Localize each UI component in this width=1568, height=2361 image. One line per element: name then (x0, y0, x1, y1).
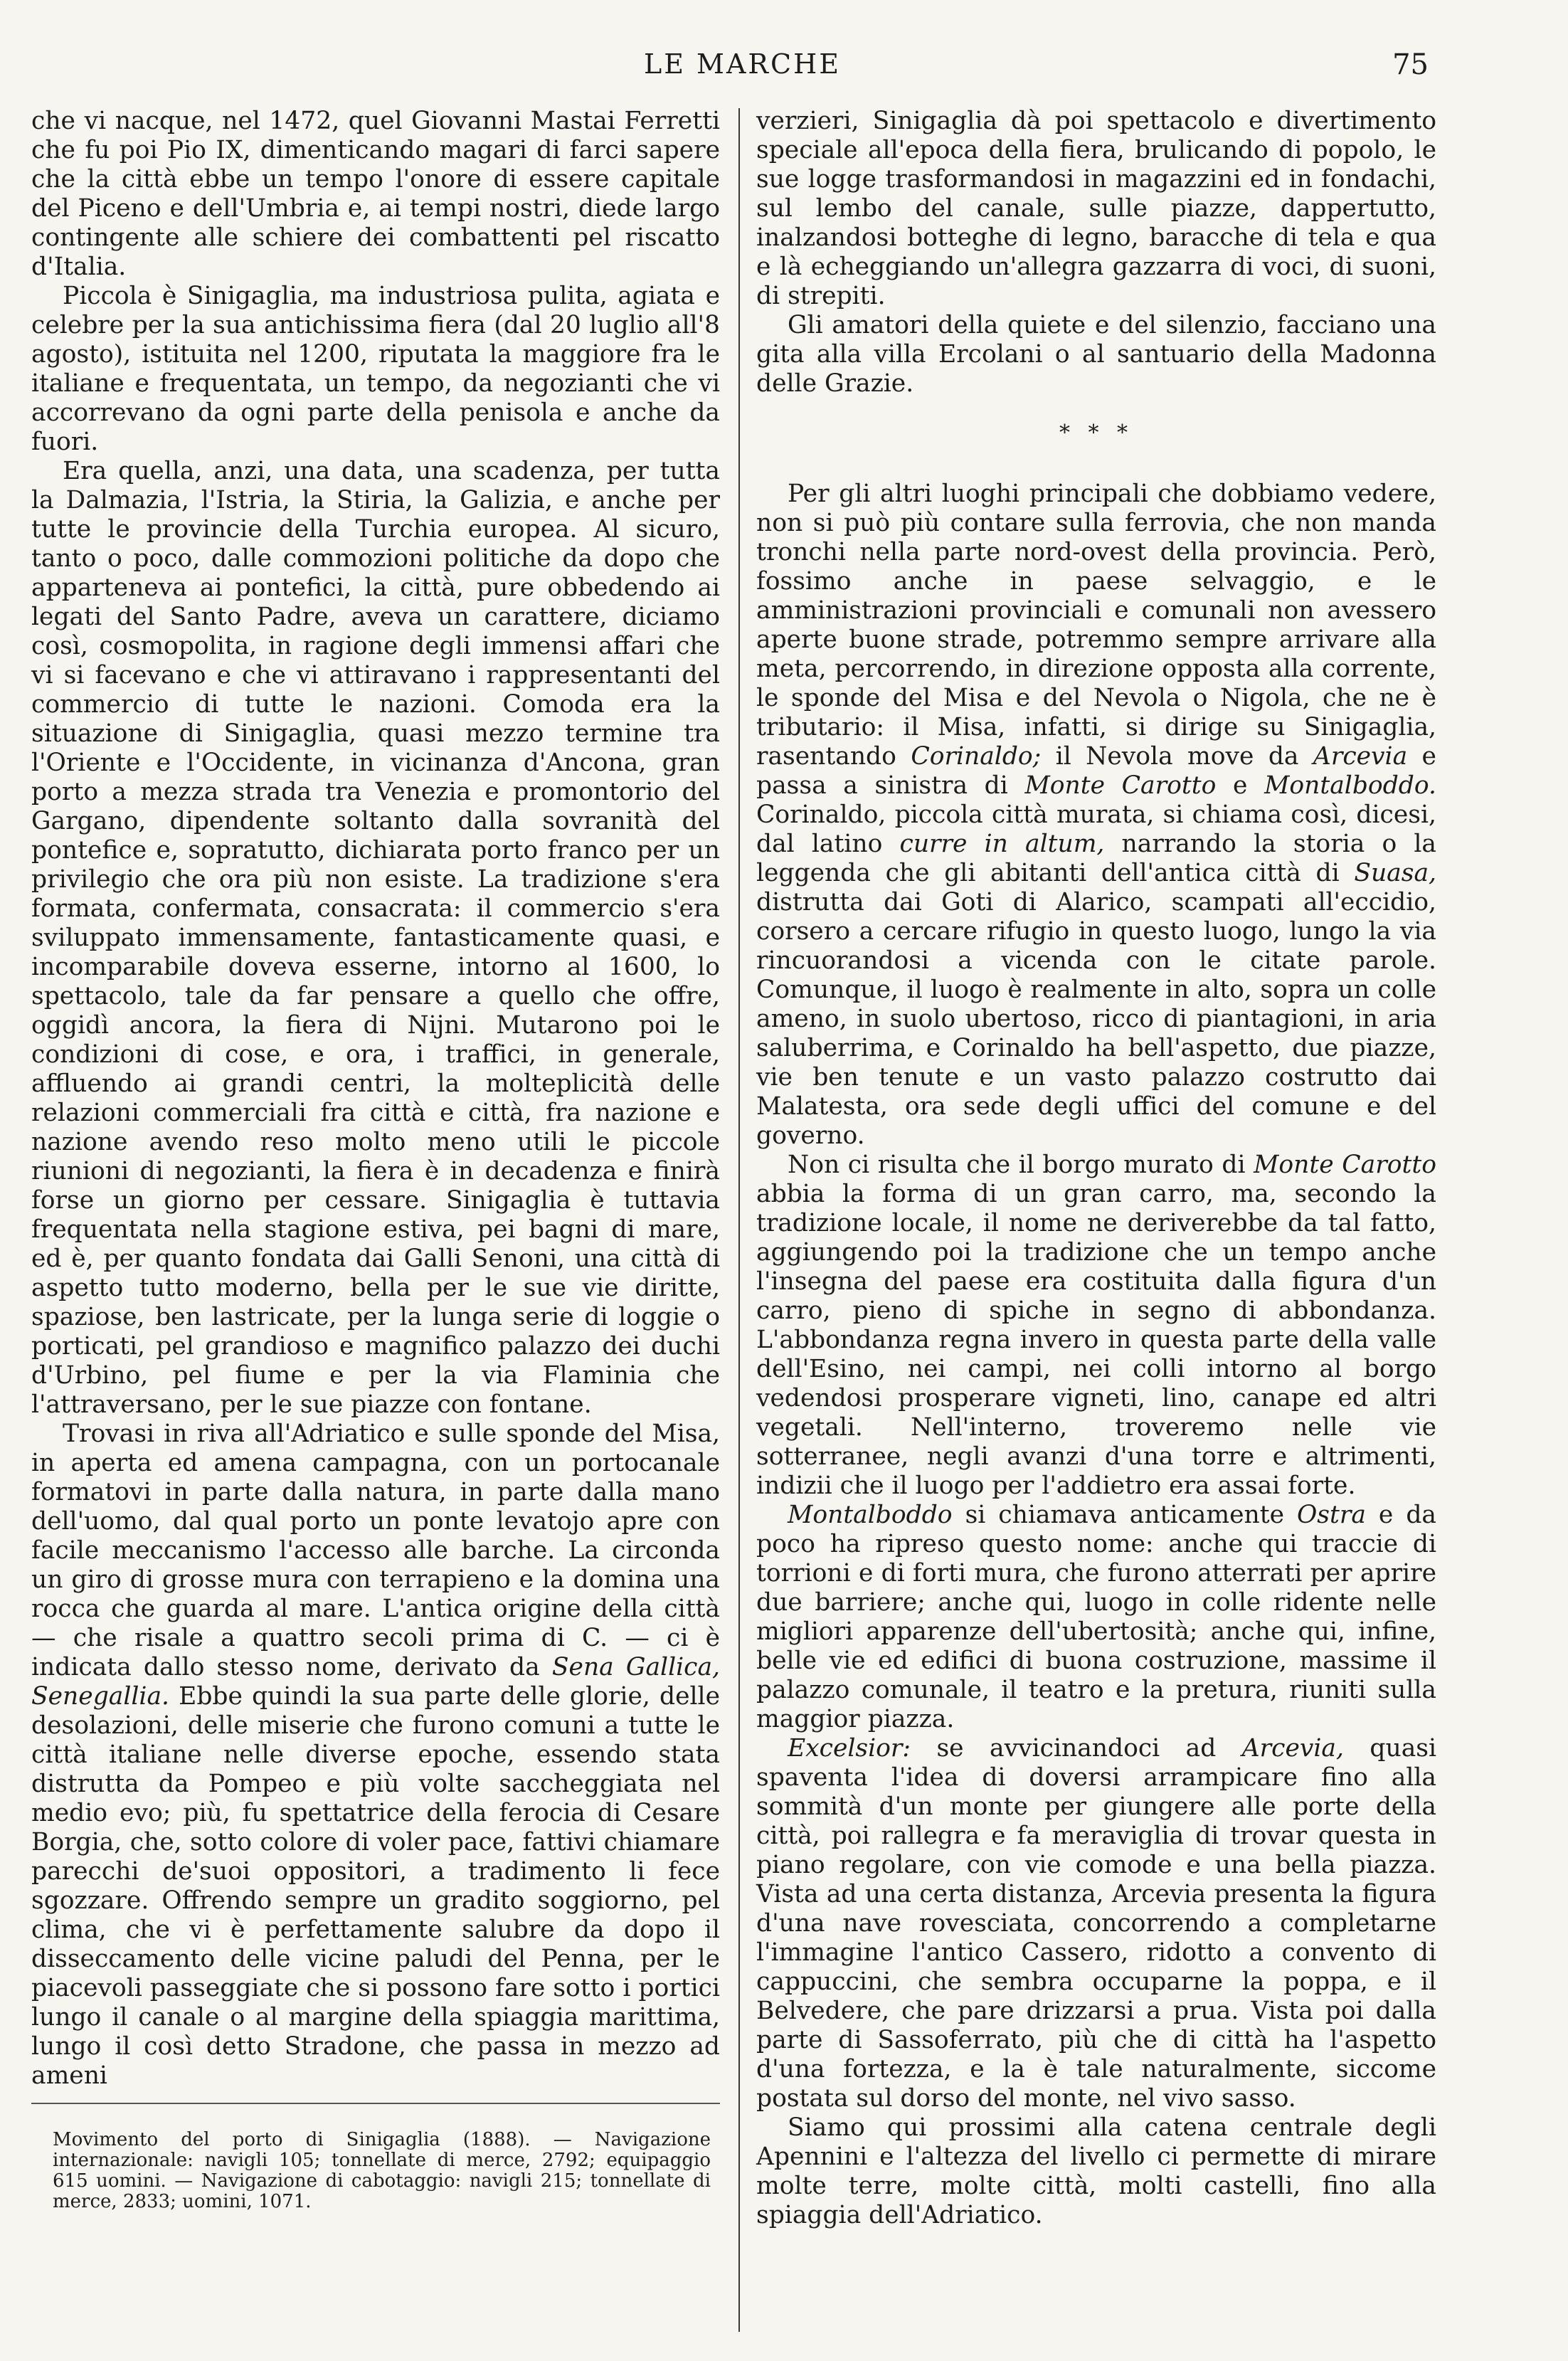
paragraph-text: Non ci risulta che il borgo murato di (788, 1151, 1254, 1179)
paragraph: Gli amatori della quiete e del silenzio, facciano una gita alla villa Ercolani o al santuario della Madonna delle Grazie. (756, 311, 1436, 398)
footnote-rule (31, 2103, 720, 2104)
paragraph (756, 1734, 1436, 2113)
paragraph: Piccola è Sinigaglia, ma industriosa pulita, agiata e celebre per la sua antichissima fiera (dal 20 luglio all'8 agosto), istituita nel 1200, riputata la maggiore fra le italiane e frequentata, un tempo, da negozianti che vi accorrevano da ogni parte della penisola e anche da fuori. (31, 282, 720, 456)
paragraph-text: e passa a sinistra di (756, 742, 1436, 800)
paragraph-text: Per gli altri luoghi principali che dobbiamo vedere, non si può più contare sulla ferrovia, che non manda tronchi nella parte nord-ovest della provincia. Però, fossimo anche in paese selvaggio, e le amministrazioni provinciali e comunali non avessero aperte buone strade, potremmo sempre arrivare alla meta, percorrendo, in direzione opposta alla corrente, le sponde del Misa e del Nevola o Nigola, che ne è tributario: il Misa, infatti, si dirige su Sinigaglia, rasentando (756, 480, 1436, 771)
italic-term: curre in altum, (899, 830, 1105, 858)
paragraph: verzieri, Sinigaglia dà poi spettacolo e divertimento speciale all'epoca della fiera, brulicando di popolo, le sue logge trasformandosi in magazzini ed in fondachi, sul lembo del canale, sulle piazze, dappertutto, inalzandosi botteghe di legno, baracche di tela e qua e là echeggiando un'allegra gazzarra di voci, di suoni, di strepiti. (756, 107, 1436, 310)
paragraph-text: Ebbe quindi la sua parte delle glorie, delle desolazioni, delle miserie che furono comuni a tutte le città italiane nelle diverse epoche, essendo stata distrutta da Pompeo e più volte saccheggiata nel medio evo; più, fu spettatrice della ferocia di Cesare Borgia, che, sotto colore di voler pace, fattivi chiamare parecchi de'suoi oppositori, a tradimento li fece sgozzare. Offrendo sempre un gradito soggiorno, pel clima, che vi è perfettamente salubre da dopo il disseccamento delle vicine paludi del Penna, per le piacevoli passeggiate che si possono fare sotto i portici lungo il canale o al margine della spiaggia marittima, lungo il così detto Stradone, che passa in mezzo ad ameni (31, 1682, 720, 2090)
footnote: Movimento del porto di Sinigaglia (1888). — Navigazione internazionale: navigli 105; tonnellate di merce, 2792; equipaggio 615 uomini. — Navigazione di cabotaggio: navigli 215; tonnellate di merce, 2833; uomini, 1071. (53, 2129, 711, 2212)
paragraph: Era quella, anzi, una data, una scadenza, per tutta la Dalmazia, l'Istria, la Stiria, la Galizia, e anche per tutte le provincie della Turchia europea. Al sicuro, tanto o poco, dalle commozioni politiche da dopo che apparteneva ai pontefici, la città, pure obbedendo ai legati del Santo Padre, aveva un carattere, diciamo così, cosmopolita, in ragione degli immensi affari che vi si facevano e che vi attiravano i rappresentanti del commercio di tutte le nazioni. Comoda era la situazione di Sinigaglia, quasi mezzo termine tra l'Oriente e l'Occidente, in vicinanza d'Ancona, gran porto a mezza strada tra Venezia e promontorio del Gargano, dipendente soltanto dalla sovranità del pontefice e, sopratutto, dichiarata porto franco per un privilegio che ora più non esiste. La tradizione s'era formata, confermata, consacrata: il commercio s'era sviluppato immensamente, fantasticamente quasi, e incomparabile doveva esserne, intorno al 1600, lo spettacolo, tale da far pensare a quello che offre, oggidì ancora, la fiera di Nijni. Mutarono poi le condizioni di cose, e ora, i traffici, in generale, affluendo ai grandi centri, la molteplicità delle relazioni commerciali fra città e città, fra nazione e nazione avendo reso molto meno utili le piccole riunioni di negozianti, la fiera è in decadenza e finirà forse un giorno per cessare. Sinigaglia è tuttavia frequentata nella stagione estiva, pei bagni di mare, ed è, per quanto fondata dai Galli Senoni, una città di aspetto tutto moderno, bella per le sue vie diritte, spaziose, ben lastricate, per la lunga serie di loggie o porticati, pel grandioso e magnifico palazzo dei duchi d'Urbino, pel fiume e per la via Flaminia che l'attraversano, per le sue piazze con fontane. (31, 457, 720, 1419)
paragraph (756, 1151, 1436, 1501)
italic-term: Arcevia, (1241, 1734, 1344, 1763)
paragraph-text: narrando la storia o la leggenda che gli abitanti dell'antica città di (756, 830, 1436, 887)
right-column (756, 107, 1436, 2230)
italic-term: Sena Gallica, Senegallia. (31, 1653, 720, 1711)
paragraph (31, 1420, 720, 2091)
section-separator: * * * (1059, 421, 1134, 445)
paragraph-text: si chiamava anticamente (952, 1501, 1297, 1529)
paragraph: Siamo qui prossimi alla catena centrale degli Apennini e l'altezza del livello ci permette di mirare molte terre, molte città, molti castelli, fino alla spiaggia dell'Adriatico. (756, 2113, 1436, 2229)
paragraph-text: il Nevola move da (1041, 742, 1313, 771)
paragraph: che vi nacque, nel 1472, quel Giovanni Mastai Ferretti che fu poi Pio IX, dimenticando magari di farci sapere che la città ebbe un tempo l'onore di essere capitale del Piceno e dell'Umbria e, ai tempi nostri, diede largo contingente alle schiere dei combattenti pel riscatto d'Italia. (31, 107, 720, 281)
column-divider (738, 108, 740, 2332)
page-header (0, 48, 1568, 91)
italic-term: Ostra (1297, 1501, 1366, 1529)
paragraph-text: quasi spaventa l'idea di doversi arrampicare fino alla sommità d'un monte per giungere alle porte della città, poi rallegra e fa meraviglia di trovar questa in piano regolare, con vie comode e una bella piazza. Vista ad una certa distanza, Arcevia presenta la figura d'una nave rovesciata, concorrendo a completarne l'immagine l'antico Cassero, ridotto a convento di cappuccini, che sembra occuparne la poppa, e il Belvedere, che pare drizzarsi a prua. Vista poi dalla parte di Sassoferrato, più che di città ha l'aspetto d'una fortezza, e la è tale naturalmente, siccome postata sul dorso del monte, nel vivo sasso. (756, 1734, 1436, 2113)
italic-term: Montalboddo (788, 1501, 953, 1529)
paragraph-text: Trovasi in riva all'Adriatico e sulle sponde del Misa, in aperta ed amena campagna, con un portocanale formatovi in parte dalla natura, in parte dalla mano dell'uomo, dal qual porto un ponte levatojo apre con facile meccanismo l'accesso alle barche. La circonda un giro di grosse mura con terrapieno e la domina una rocca che guarda al mare. L'antica origine della città — che risale a quattro secoli prima di C. — ci è indicata dallo stesso nome, derivato da (31, 1420, 720, 1681)
italic-term: Excelsior: (788, 1734, 911, 1763)
paragraph-text: e (1216, 771, 1265, 800)
paragraph-text: distrutta dai Goti di Alarico, scampati all'eccidio, corsero a cercare rifugio in questo luogo, lungo la via rincuorandosi a vicenda con le citate parole. Comunque, il luogo è realmente in alto, sopra un colle ameno, in suolo ubertoso, ricco di piantagioni, in aria saluberrima, e Corinaldo ha bell'aspetto, due piazze, vie ben tenute e un vasto palazzo costrutto dai Malatesta, ora sede degli uffici del comune e del governo. (756, 888, 1436, 1150)
italic-term: Montalboddo. (1264, 771, 1437, 800)
left-column (31, 107, 720, 2091)
italic-term: Monte Carotto (1024, 771, 1217, 800)
italic-term: Monte Carotto (1254, 1151, 1436, 1179)
paragraph-text: abbia la forma di un gran carro, ma, secondo la tradizione locale, il nome ne deriverebbe da tal fatto, aggiungendo poi la tradizione che un tempo anche l'insegna del paese era costituita dalla figura d'un carro, pieno di spiche in segno di abbondanza. L'abbondanza regna invero in questa parte della valle dell'Esino, nei campi, nei colli intorno al borgo vedendosi prosperare vigneti, lino, canape ed altri vegetali. Nell'interno, troveremo nelle vie sotterranee, negli avanzi d'una torre e altrimenti, indizii che il luogo per l'addietro era assai forte. (756, 1180, 1436, 1500)
running-title: LE MARCHE (644, 48, 841, 80)
italic-term: Arcevia (1313, 742, 1408, 771)
page-number: 75 (1392, 48, 1429, 81)
paragraph-text: se avvicinandoci ad (911, 1734, 1242, 1763)
paragraph (756, 480, 1436, 1151)
paragraph-text: e da poco ha ripreso questo nome: anche qui traccie di torrioni e di forti mura, che furono atterrati per aprire due barriere; anche qui, luogo in colle ridente nelle migliori apparenze dell'ubertosità; anche qui, infine, belle vie ed edifici di buona costruzione, massime il palazzo comunale, il teatro e la pretura, riuniti sulla maggior piazza. (756, 1501, 1436, 1733)
italic-term: Suasa, (1354, 859, 1436, 887)
paragraph-text: Corinaldo, piccola città murata, si chiama così, dicesi, dal latino (756, 801, 1436, 858)
paragraph (756, 1501, 1436, 1734)
italic-term: Corinaldo; (911, 742, 1042, 771)
